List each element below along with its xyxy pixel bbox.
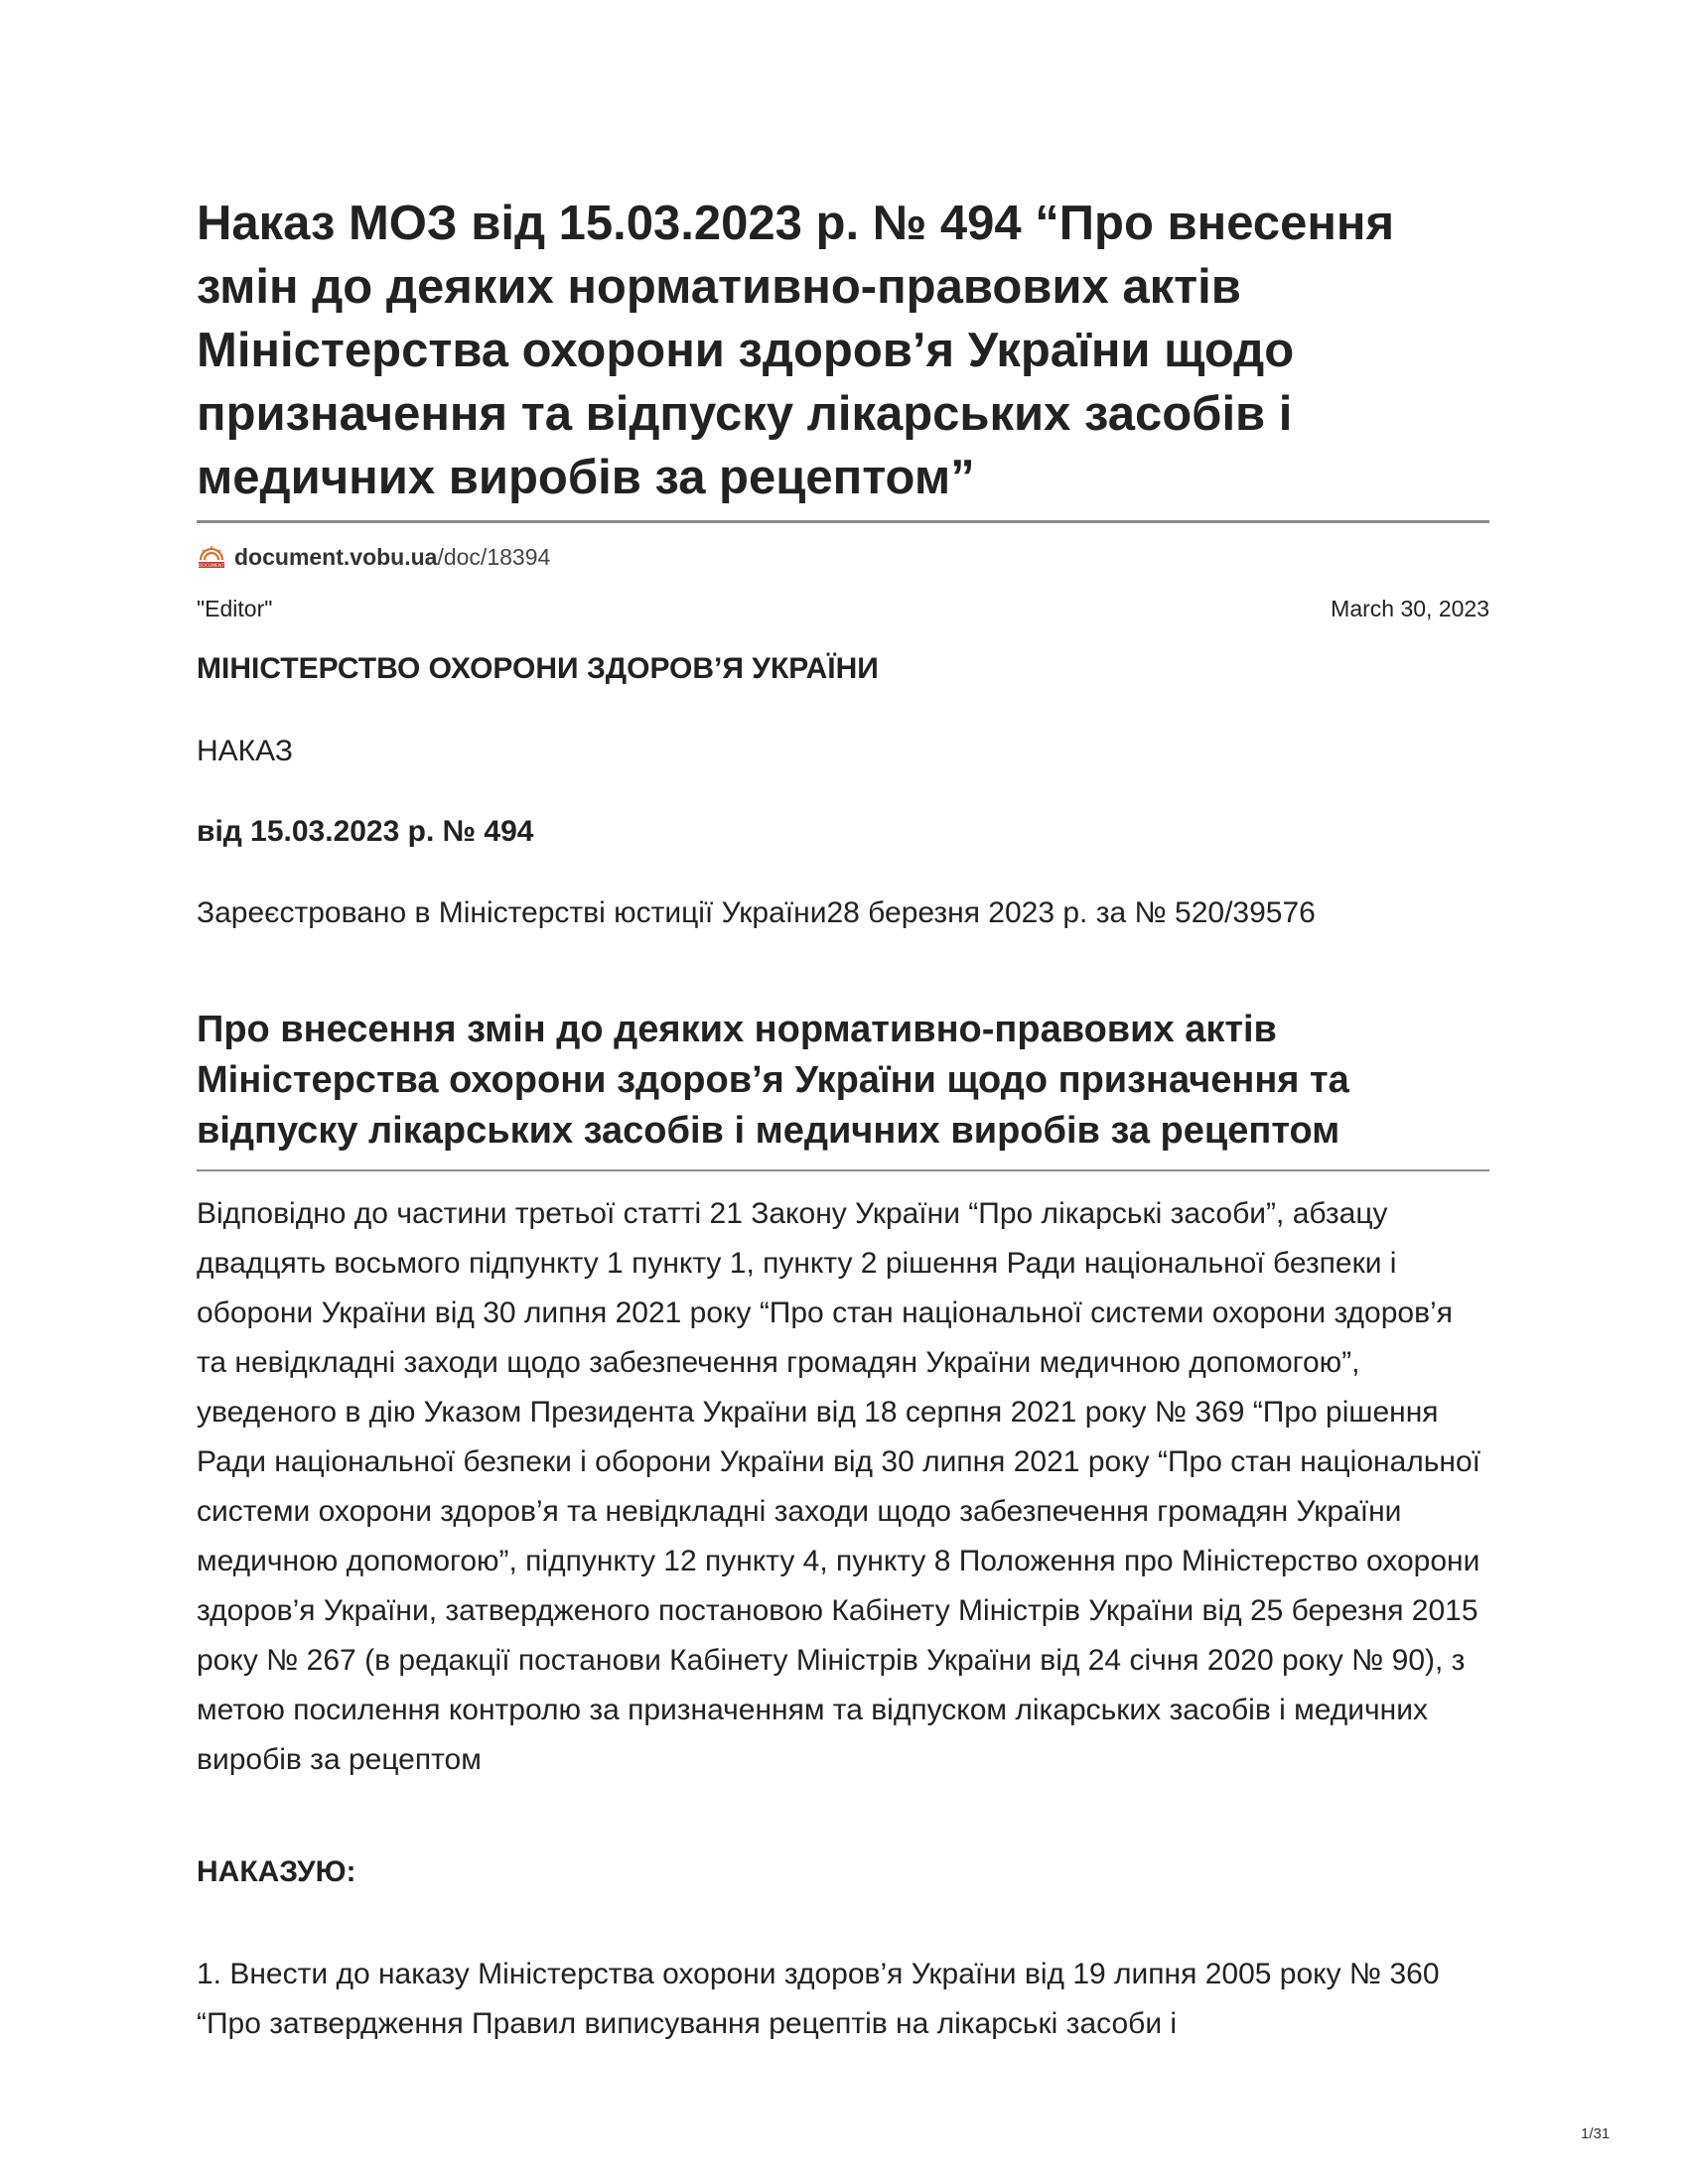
list-item: 1. Внести до наказу Міністерства охорони здоров’я України від 19 липня 2005 року № 360 “Про затвердження Правил виписування рецептів на лікарські засоби і <box>197 1958 1440 2040</box>
page-title: Наказ МОЗ від 15.03.2023 р. № 494 “Про внесення змін до деяких нормативно-правових актів Міністерства охорони здоров’я України щодо призначення та відпуску лікарських засобів і медичних виробів за рецептом” <box>197 197 1395 504</box>
source-path[interactable]: /doc/18394 <box>437 543 551 570</box>
ministry-name: МІНІСТЕРСТВО ОХОРОНИ ЗДОРОВ’Я УКРАЇНИ <box>197 652 879 685</box>
author: "Editor" <box>197 596 273 621</box>
meta-row <box>197 596 1489 622</box>
order-number: від 15.03.2023 р. № 494 <box>197 815 534 848</box>
page-number: 1/31 <box>1581 2125 1611 2142</box>
site-logo-text: DOCUMENT <box>198 564 225 569</box>
preamble-paragraph: Відповідно до частини третьої статті 21 Закону України “Про лікарські засоби”, абзацу двадцять восьмого підпункту 1 пункту 1, пункту 2 рішення Ради національної безпеки і оборони України від 30 липня 2021 року “Про стан національної системи охорони здоров’я та невідкладні заходи щодо забезпечення громадян України медичною допомогою”, уведеного в дію Указом Президента України від 18 серпня 2021 року № 369 “Про рішення Ради національної безпеки і оборони України від 30 липня 2021 року “Про стан національної системи охорони здоров’я та невідкладні заходи щодо забезпечення громадян України медичною допомогою”, підпункту 12 пункту 4, пункту 8 Положення про Міністерство охорони здоров’я України, затвердженого постановою Кабінету Міністрів України від 25 березня 2015 року № 267 (в редакції постанови Кабінету Міністрів України від 24 січня 2020 року № 90), з метою посилення контролю за призначенням та відпуском лікарських засобів і медичних виробів за рецептом <box>197 1197 1480 1776</box>
decree-label: НАКАЗУЮ: <box>197 1855 356 1888</box>
source-link[interactable] <box>197 542 550 572</box>
heading-divider <box>197 1169 1489 1171</box>
title-divider <box>197 520 1489 523</box>
source-domain[interactable]: document.vobu.ua <box>234 543 438 570</box>
section-heading: Про внесення змін до деяких нормативно-правових актів Міністерства охорони здоров’я України щодо призначення та відпуску лікарських засобів і медичних виробів за рецептом <box>197 1009 1349 1152</box>
site-logo-icon <box>197 544 226 570</box>
registration-note: Зареєстровано в Міністерстві юстиції України28 березня 2023 р. за № 520/39576 <box>197 896 1316 929</box>
order-label: НАКАЗ <box>197 735 293 767</box>
publish-date: March 30, 2023 <box>1331 596 1489 621</box>
